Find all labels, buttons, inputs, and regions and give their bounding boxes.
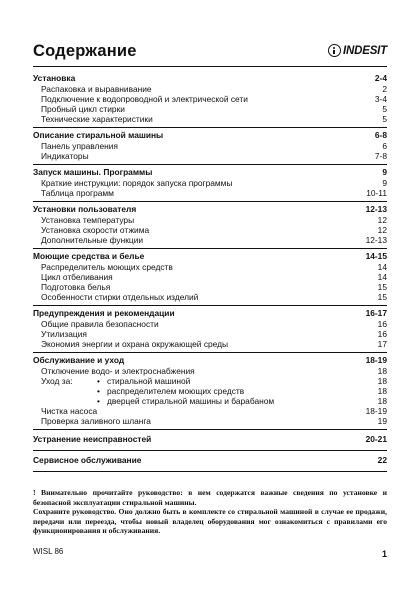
toc-item-pages: 12 (377, 215, 387, 225)
bullet-icon: • (97, 386, 100, 396)
notice-paragraph: Сохраните руководство. Оно должно быть в комплекте со стиральной машиной в случае ее продажи, передачи или переезда, чтобы новый владелец оборудования мог ознакомиться с правилами его функционирования и обслуживания. (33, 507, 387, 535)
toc-section (33, 202, 387, 249)
toc-item[interactable] (33, 339, 387, 349)
toc-item-pages: 18 (377, 386, 387, 396)
toc-item-pages: 2 (382, 84, 387, 94)
toc-item-pages: 9 (382, 178, 387, 188)
toc-item-pages: 19 (377, 416, 387, 426)
toc-item-pages: 5 (382, 114, 387, 124)
toc-section-heading-text: Предупреждения и рекомендации (33, 308, 175, 318)
brand-logo (328, 44, 387, 57)
toc-item-text: Технические характеристики (41, 114, 153, 124)
toc-section-heading[interactable] (33, 355, 387, 366)
toc-section-heading[interactable] (33, 73, 387, 84)
toc-section-heading[interactable] (33, 167, 387, 178)
toc-section-heading-pages: 9 (382, 167, 387, 177)
toc-item-text: Индикаторы (41, 151, 89, 161)
toc-item-text: Подключение к водопроводной и электрической сети (41, 94, 248, 104)
toc-section-heading[interactable] (33, 251, 387, 262)
toc-item[interactable] (33, 178, 387, 188)
bullet-icon: • (97, 396, 100, 406)
model-number: WISL 86 (33, 547, 64, 556)
toc-item-text: Таблица программ (41, 188, 114, 198)
toc-item-pages: 14 (377, 262, 387, 272)
toc-item-pages: 18 (377, 376, 387, 386)
toc-item-pages: 18 (377, 396, 387, 406)
toc-section-heading[interactable] (33, 204, 387, 215)
toc-item-text: Отключение водо- и электроснабжения (41, 366, 195, 376)
safety-notice (33, 488, 387, 536)
toc-section-heading-pages: 16-17 (365, 308, 387, 318)
toc-section-pages: 20-21 (365, 434, 387, 444)
toc-item-text: Утилизация (41, 329, 87, 339)
toc-item-text: Чистка насоса (41, 406, 98, 416)
toc-item-text: Особенности стирки отдельных изделий (41, 292, 199, 302)
toc-item-text: Распределитель моющих средств (41, 262, 173, 272)
toc-item-pages: 7-8 (374, 151, 387, 161)
toc-item-text: распределителем моющих средств (107, 386, 245, 396)
toc-section-title: Устранение неисправностей (33, 434, 152, 444)
toc-section-heading-text: Запуск машины. Программы (33, 167, 153, 177)
care-lead-label: Уход за: (41, 376, 73, 386)
toc-item[interactable] (33, 141, 387, 151)
toc-item-pages: 16 (377, 319, 387, 329)
toc-section-title: Обслуживание и уход (33, 355, 125, 365)
toc-item-pages: 3-4 (374, 94, 387, 104)
toc-item[interactable] (33, 114, 387, 124)
toc-item[interactable] (33, 272, 387, 282)
toc-item-pages: 15 (377, 282, 387, 292)
toc-section-heading[interactable] (33, 455, 387, 466)
toc-item[interactable] (33, 225, 387, 235)
toc-section-heading-pages: 6-8 (374, 130, 387, 140)
manual-page (33, 0, 387, 595)
toc-section-heading-pages: 14-15 (365, 251, 387, 261)
toc-section (33, 249, 387, 306)
toc-item[interactable] (33, 94, 387, 104)
toc-section-heading[interactable] (33, 308, 387, 319)
toc-section-heading-pages: 12-13 (365, 204, 387, 214)
toc-section-maintenance (33, 353, 387, 430)
toc-item-text: дверцей стиральной машины и барабаном (107, 396, 275, 406)
notice-paragraph: ! Внимательно прочитайте руководство: в нем содержатся важные сведения по установке и безопасной эксплуатации стиральной машины. (33, 488, 387, 507)
page-number: 1 (381, 549, 387, 559)
toc-item-pages: 14 (377, 272, 387, 282)
toc-section-service (33, 451, 387, 472)
bullet-icon: • (97, 376, 100, 386)
toc-section-heading[interactable] (33, 130, 387, 141)
toc-item[interactable] (33, 188, 387, 198)
toc-section-pages: 18-19 (365, 355, 387, 365)
toc-section-pages: 22 (377, 455, 387, 465)
toc-item[interactable] (33, 282, 387, 292)
toc-section (33, 71, 387, 128)
header (33, 42, 387, 66)
toc-item-pages: 18-19 (365, 406, 387, 416)
toc-item-text: Цикл отбеливания (41, 272, 113, 282)
info-icon (328, 44, 341, 57)
toc-item-text: Проверка заливного шланга (41, 416, 151, 426)
toc-item-pages: 10-11 (366, 188, 387, 198)
toc-item-text: Дополнительные функции (41, 235, 144, 245)
toc-item[interactable] (33, 84, 387, 94)
toc-item[interactable] (33, 319, 387, 329)
toc-section-heading-pages: 2-4 (374, 73, 387, 83)
toc-section-troubleshooting (33, 430, 387, 451)
toc-item-pages: 18 (377, 366, 387, 376)
toc-section-heading[interactable] (33, 434, 387, 445)
toc-section (33, 165, 387, 202)
toc-item[interactable] (33, 329, 387, 339)
header-divider (33, 66, 387, 67)
toc-item[interactable] (33, 386, 387, 396)
toc-section (33, 128, 387, 165)
toc-item[interactable] (33, 376, 387, 386)
toc-item-pages: 5 (382, 104, 387, 114)
toc-item-text: Подготовка белья (41, 282, 111, 292)
toc-item-text: Пробный цикл стирки (41, 104, 125, 114)
brand-name: INDESIT (343, 44, 387, 57)
table-of-contents (33, 71, 387, 472)
toc-item-pages: 16 (377, 329, 387, 339)
toc-section-heading-text: Установки пользователя (33, 204, 137, 214)
toc-section-heading-text: Установка (33, 73, 76, 83)
toc-item[interactable] (33, 215, 387, 225)
toc-item[interactable] (33, 151, 387, 161)
toc-section-heading-text: Описание стиральной машины (33, 130, 164, 140)
toc-item[interactable] (33, 366, 387, 376)
toc-item-text: Распаковка и выравнивание (41, 84, 152, 94)
toc-item-pages: 12 (377, 225, 387, 235)
toc-item-text: Экономия энергии и охрана окружающей среды (41, 339, 229, 349)
toc-item[interactable] (33, 104, 387, 114)
toc-item[interactable] (33, 235, 387, 245)
toc-item-pages: 12-13 (365, 235, 387, 245)
page-footer (33, 547, 387, 561)
toc-item[interactable] (33, 396, 387, 406)
toc-item-text: Краткие инструкции: порядок запуска программы (41, 178, 233, 188)
toc-item[interactable] (33, 262, 387, 272)
toc-item[interactable] (33, 406, 387, 416)
toc-item[interactable] (33, 292, 387, 302)
toc-item-pages: 6 (382, 141, 387, 151)
toc-item-text: Установка скорости отжима (41, 225, 150, 235)
toc-item-text: стиральной машиной (107, 376, 191, 386)
toc-item-text: Панель управления (41, 141, 118, 151)
toc-section-title: Сервисное обслуживание (33, 455, 142, 465)
toc-item-pages: 17 (377, 339, 387, 349)
toc-item[interactable] (33, 416, 387, 426)
toc-item-text: Общие правила безопасности (41, 319, 159, 329)
toc-section-heading-text: Моющие средства и белье (33, 251, 145, 261)
toc-item-text: Установка температуры (41, 215, 135, 225)
page-title: Содержание (33, 42, 137, 60)
toc-section (33, 306, 387, 353)
toc-item-pages: 15 (377, 292, 387, 302)
